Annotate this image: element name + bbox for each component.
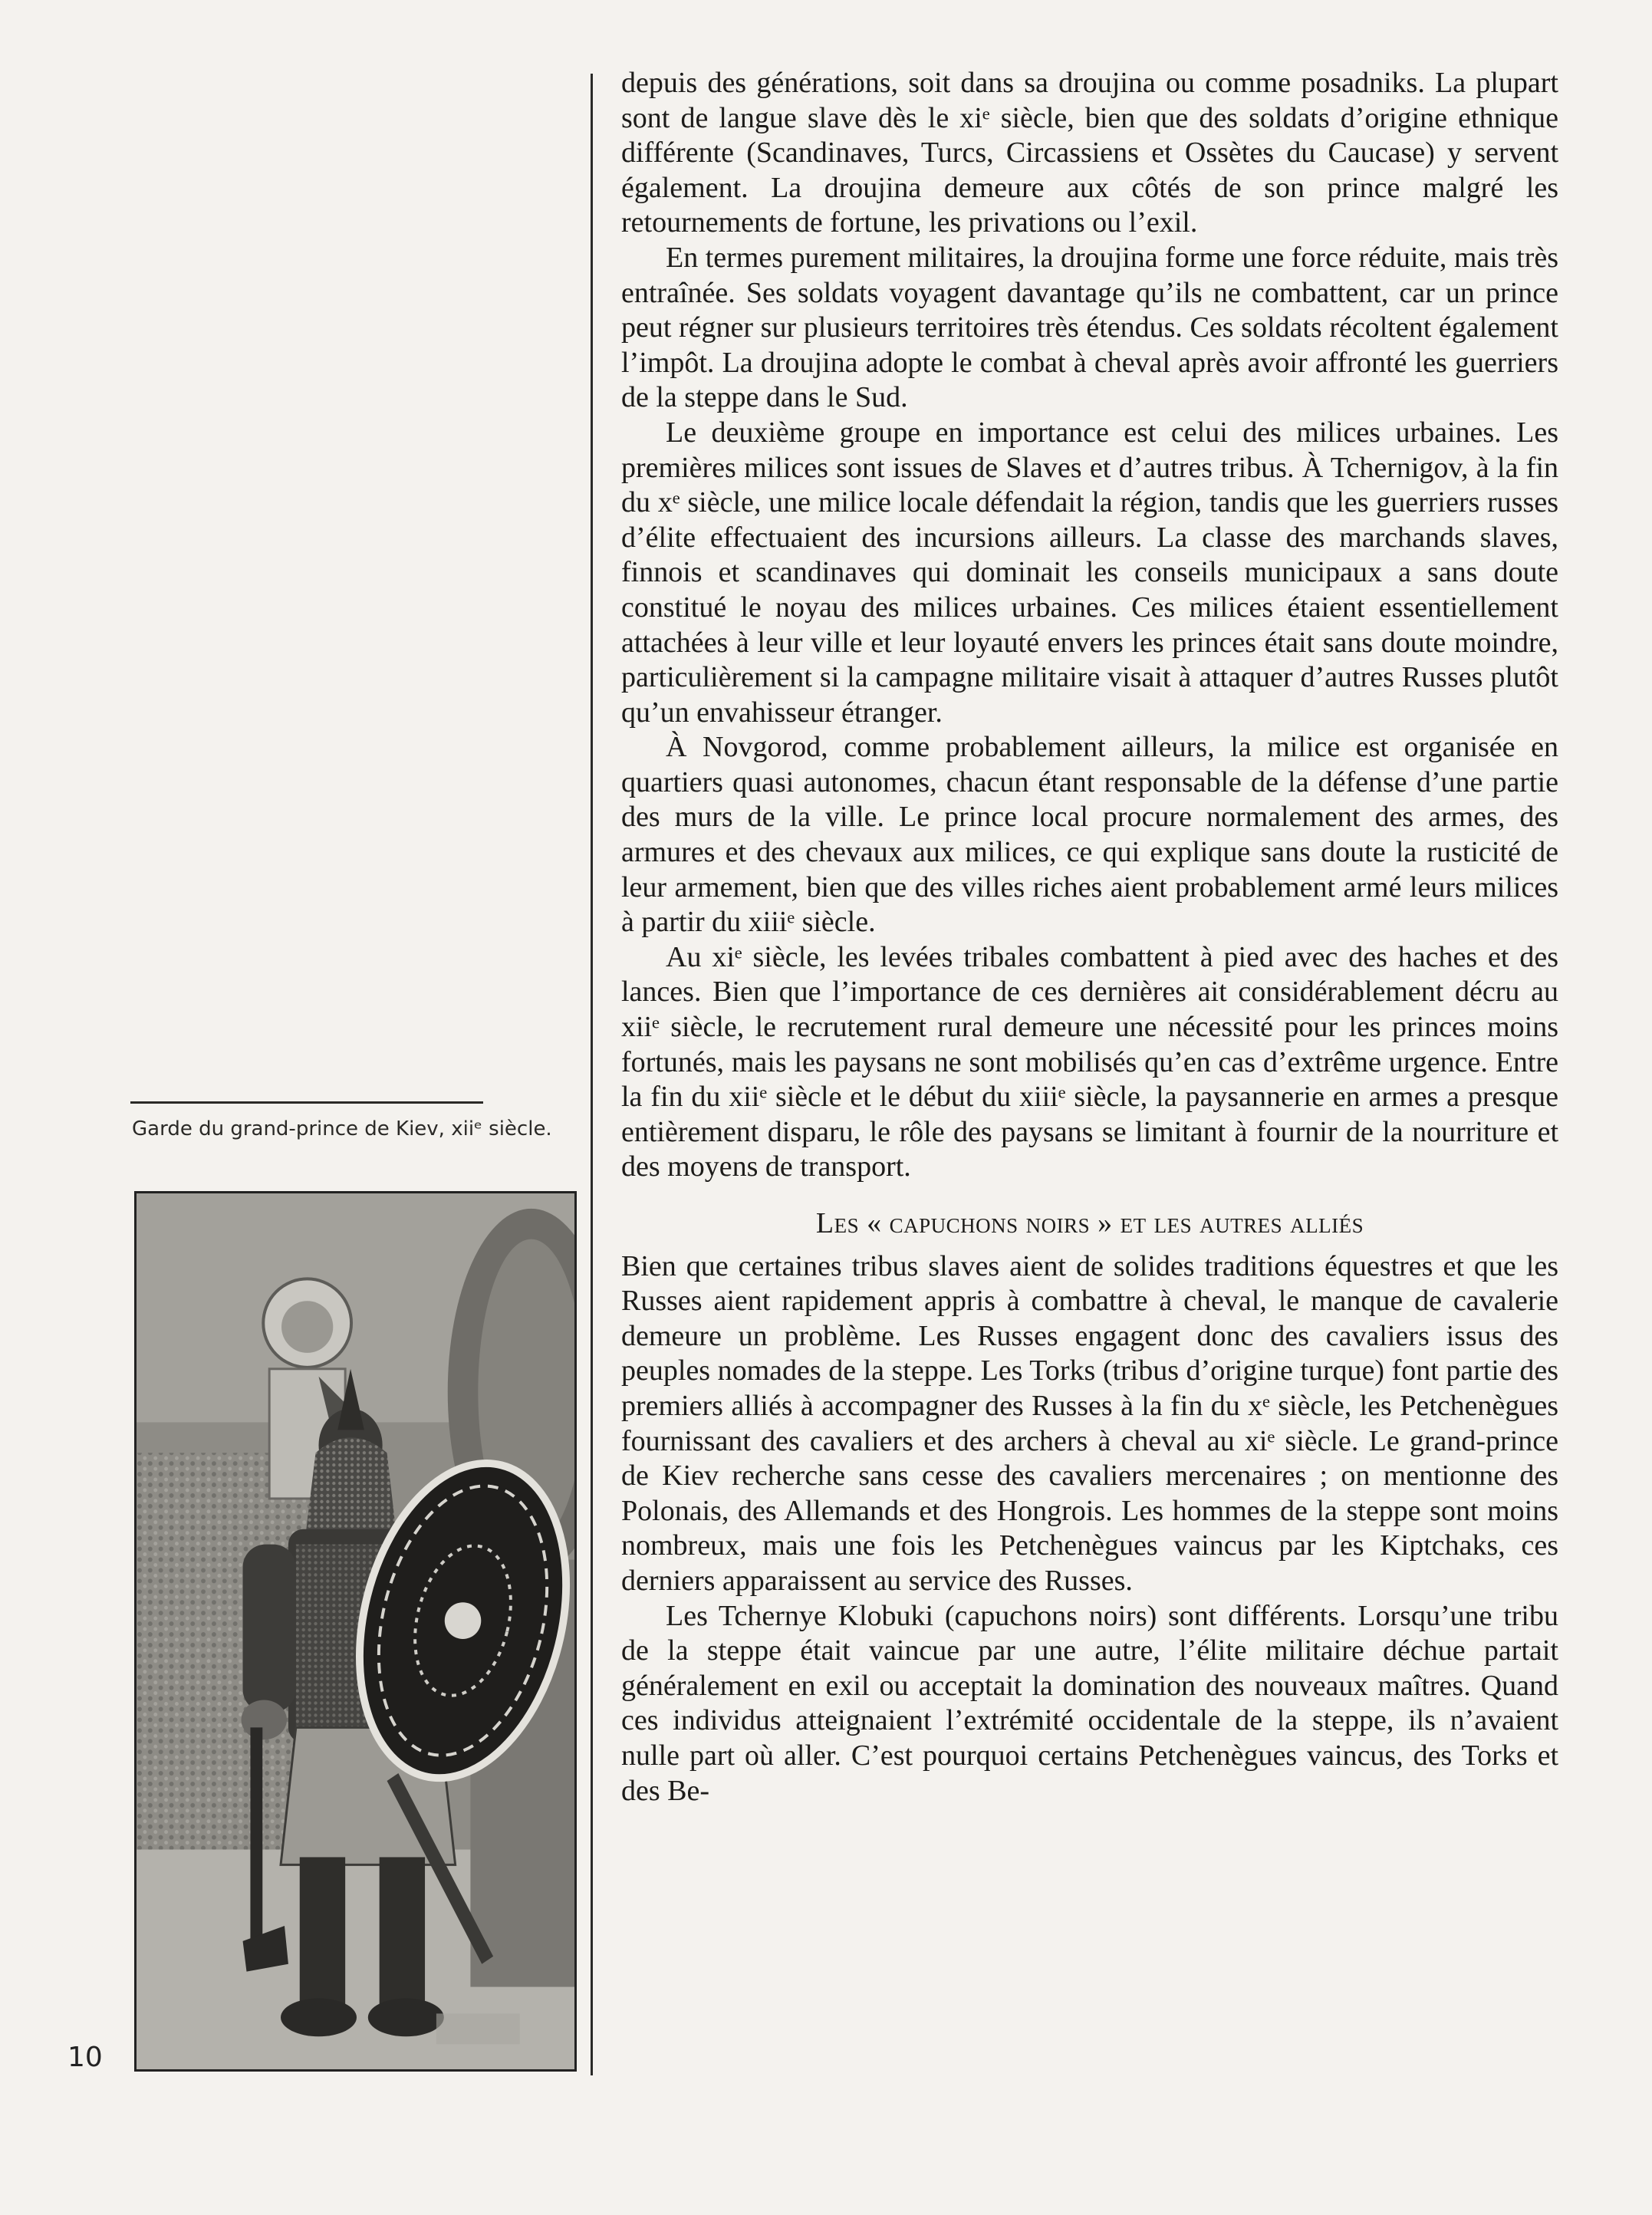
- caption-rule: [130, 1101, 483, 1104]
- illustration-kiev-guard: [134, 1191, 577, 2072]
- column-divider: [591, 74, 593, 2075]
- page-number: 10: [67, 2042, 103, 2073]
- paragraph-1: depuis des générations, soit dans sa droujina ou comme posadniks. La plupart sont de langue slave dès le xiᵉ siècle, bien que des soldats d’origine ethnique différente (Scandinaves, Turcs, Circassiens et Ossètes du Caucase) y servent également. La droujina demeure aux côtés de son prince malgré les retournements de fortune, les privations ou l’exil.: [621, 67, 1558, 239]
- paragraph-4: À Novgorod, comme probablement ailleurs, la milice est organisée en quartiers quasi autonomes, chacun étant responsable de la défense d’une partie des murs de la ville. Le prince local procure normalement des armes, des armures et des chevaux aux milices, ce qui explique sans doute la rusticité de leur armement, bien que des villes riches aient probablement armé leurs milices à partir du xiiiᵉ siècle.: [621, 731, 1558, 939]
- paragraph-7: Les Tchernye Klobuki (capuchons noirs) sont différents. Lorsqu’une tribu de la steppe était vaincue par une autre, l’élite militaire déchue partait généralement en exil ou acceptait la domination des nouveaux maîtres. Quand ces individus atteignaient l’extrémité occidentale de la steppe, ils n’avaient nulle part où aller. C’est pourquoi certains Petchenègues vaincus, des Torks et des Be-: [621, 1599, 1558, 1807]
- paragraph-3: Le deuxième groupe en importance est celui des milices urbaines. Les premières milices sont issues de Slaves et d’autres tribus. À Tchernigov, à la fin du xᵉ siècle, une milice locale défendait la région, tandis que les guerriers russes d’élite effectuaient des incursions ailleurs. La classe des marchands slaves, finnois et scandinaves qui dominait les conseils municipaux a sans doute constitué le noyau des milices urbaines. Ces milices étaient essentiellement attachées à leur ville et leur loyauté envers les princes était sans doute moindre, particulièrement si la campagne militaire visait à attaquer d’autres Russes plutôt qu’un envahisseur étranger.: [621, 416, 1558, 729]
- section-heading: Les « capuchons noirs » et les autres alliés: [815, 1207, 1364, 1239]
- paragraph-2: En termes purement militaires, la droujina forme une force réduite, mais très entraînée. Ses soldats voyagent davantage qu’ils ne combattent, car un prince peut régner sur plusieurs territoires très étendus. Ces soldats récoltent également l’impôt. La droujina adopte le combat à cheval après avoir affronté les guerriers de la steppe dans le Sud.: [621, 241, 1558, 414]
- paragraph-6: Bien que certaines tribus slaves aient de solides traditions équestres et que les Russes aient rapidement appris à combattre à cheval, le manque de cavalerie demeure un problème. Les Russes engagent donc des cavaliers issus des peuples nomades de la steppe. Les Torks (tribus d’origine turque) font partie des premiers alliés à accompagner des Russes à la fin du xᵉ siècle, les Petchenègues fournissant des cavaliers et des archers à cheval au xiᵉ siècle. Le grand-prince de Kiev recherche sans cesse des cavaliers mercenaires ; on mentionne des Polonais, des Allemands et des Hongrois. Les hommes de la steppe sont moins nombreux, mais une fois les Petchenègues vaincus par les Kiptchaks, ces derniers apparaissent au service des Russes.: [621, 1249, 1558, 1597]
- guard-illustration-drawing: [137, 1193, 574, 2069]
- paragraph-5: Au xiᵉ siècle, les levées tribales combattent à pied avec des haches et des lances. Bien que l’importance de ces dernières ait considérablement décru au xiiᵉ siècle, le recrutement rural demeure une nécessité pour les princes moins fortunés, mais les paysans ne sont mobilisés qu’en cas d’extrême urgence. Entre la fin du xiiᵉ siècle et le début du xiiiᵉ siècle, la paysannerie en armes a presque entièrement disparu, le rôle des paysans se limitant à fournir de la nourriture et des moyens de transport.: [621, 940, 1558, 1183]
- main-text-column: [621, 66, 1558, 1809]
- figure-caption: Garde du grand-prince de Kiev, xiiᵉ siècle.: [132, 1117, 552, 1140]
